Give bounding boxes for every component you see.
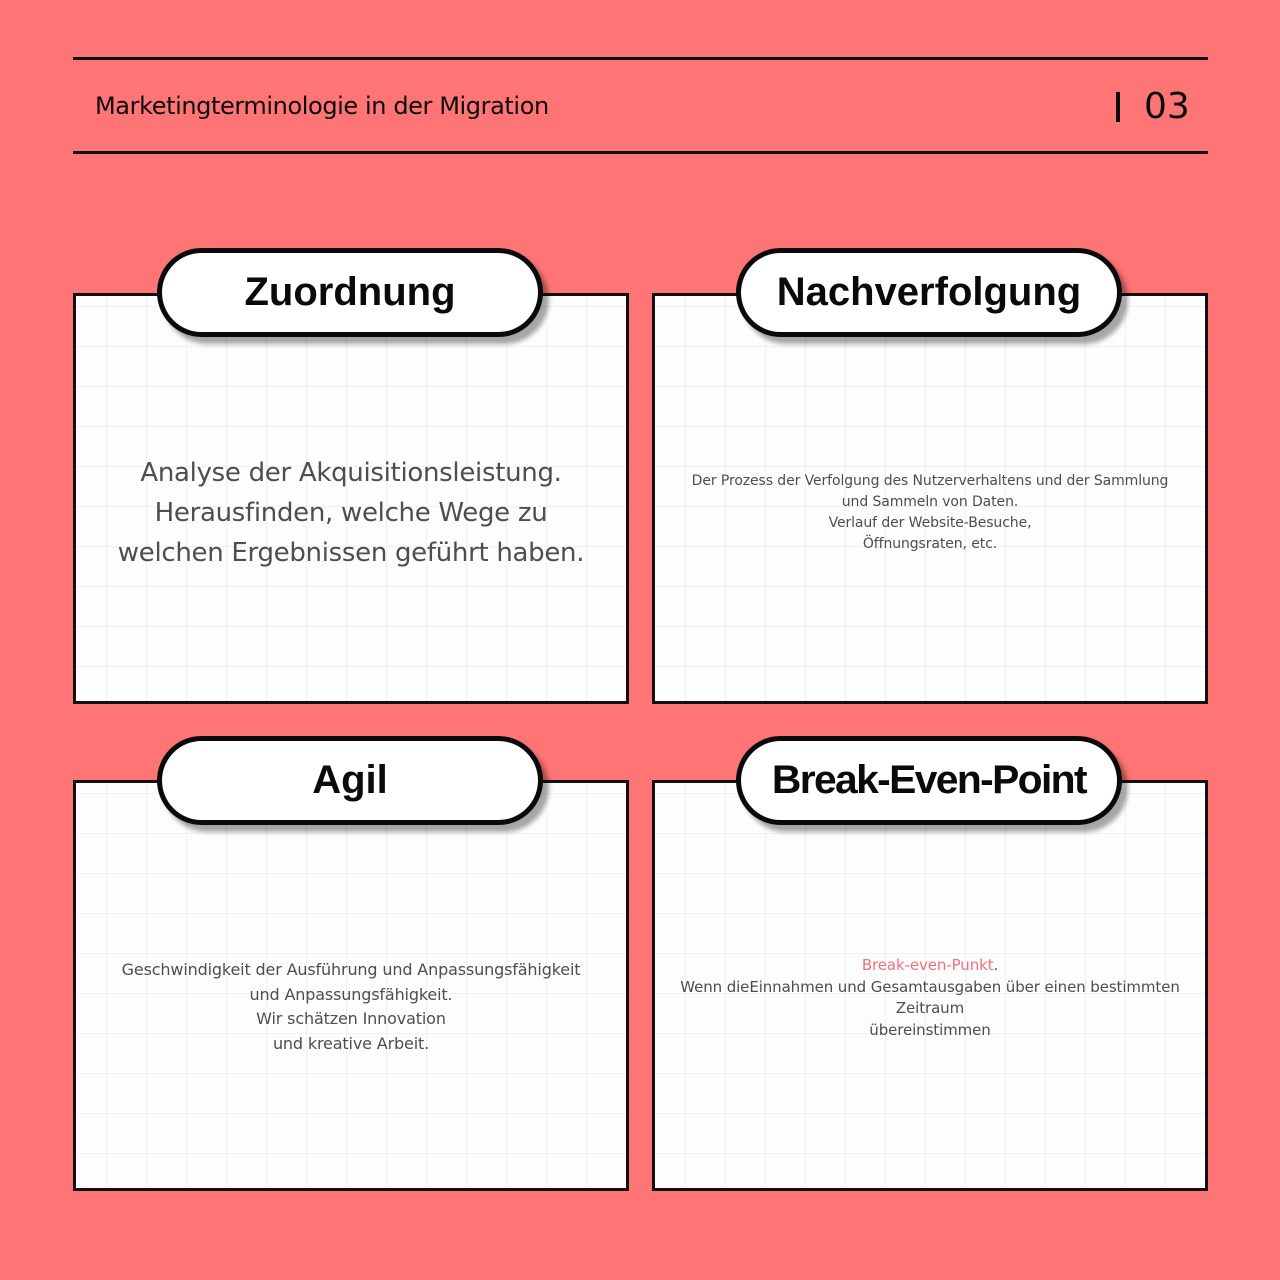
highlight-suffix: . bbox=[993, 956, 999, 974]
description-line: übereinstimmen bbox=[869, 1020, 991, 1039]
description-line: Verlauf der Website-Besuche, bbox=[828, 515, 1032, 531]
page-number bbox=[1116, 86, 1190, 127]
header-bottom-rule bbox=[73, 151, 1208, 154]
card-break-even-point bbox=[652, 780, 1208, 1191]
description-line: und Sammeln von Daten. bbox=[841, 494, 1019, 510]
card-title: Break-Even-Point bbox=[771, 758, 1086, 802]
card-description bbox=[76, 453, 626, 573]
description-line: und kreative Arbeit. bbox=[272, 1033, 430, 1053]
description-line: und Anpassungsfähigkeit. bbox=[249, 984, 453, 1004]
description-line: welchen Ergebnissen geführt haben. bbox=[117, 538, 585, 568]
card-title: Nachverfolgung bbox=[776, 270, 1082, 314]
card-description bbox=[655, 955, 1205, 1041]
description-line: Wir schätzen Innovation bbox=[256, 1009, 446, 1028]
card-title-pill-agil bbox=[157, 736, 543, 825]
card-title: Agil bbox=[312, 758, 388, 802]
highlighted-term: Break-even-Punkt bbox=[861, 956, 994, 974]
card-zuordnung bbox=[73, 293, 629, 704]
card-title-pill-nachverfolgung bbox=[736, 248, 1122, 337]
card-description bbox=[655, 471, 1205, 555]
description-line: Geschwindigkeit der Ausführung und Anpassungsfähigkeit bbox=[121, 960, 581, 979]
card-agil bbox=[73, 780, 629, 1191]
page-number-value: 03 bbox=[1144, 86, 1190, 127]
description-line bbox=[655, 955, 1205, 977]
page-title: Marketingterminologie in der Migration bbox=[95, 92, 549, 120]
page-number-divider bbox=[1116, 92, 1120, 122]
description-line: Öffnungsraten, etc. bbox=[862, 536, 998, 552]
description-line: Herausfinden, welche Wege zu bbox=[154, 498, 548, 528]
card-nachverfolgung bbox=[652, 293, 1208, 704]
card-title: Zuordnung bbox=[244, 270, 456, 314]
header-top-rule bbox=[73, 57, 1208, 60]
description-line: Analyse der Akquisitionsleistung. bbox=[140, 458, 562, 488]
card-title-pill-zuordnung bbox=[157, 248, 543, 337]
card-description bbox=[76, 958, 626, 1056]
description-line: Zeitraum bbox=[895, 999, 965, 1017]
card-title-pill-break-even-point bbox=[736, 736, 1122, 825]
description-line: Wenn dieEinnahmen und Gesamtausgaben über einen bestimmten bbox=[680, 977, 1180, 996]
description-line: Der Prozess der Verfolgung des Nutzerverhaltens und der Sammlung bbox=[691, 473, 1169, 489]
